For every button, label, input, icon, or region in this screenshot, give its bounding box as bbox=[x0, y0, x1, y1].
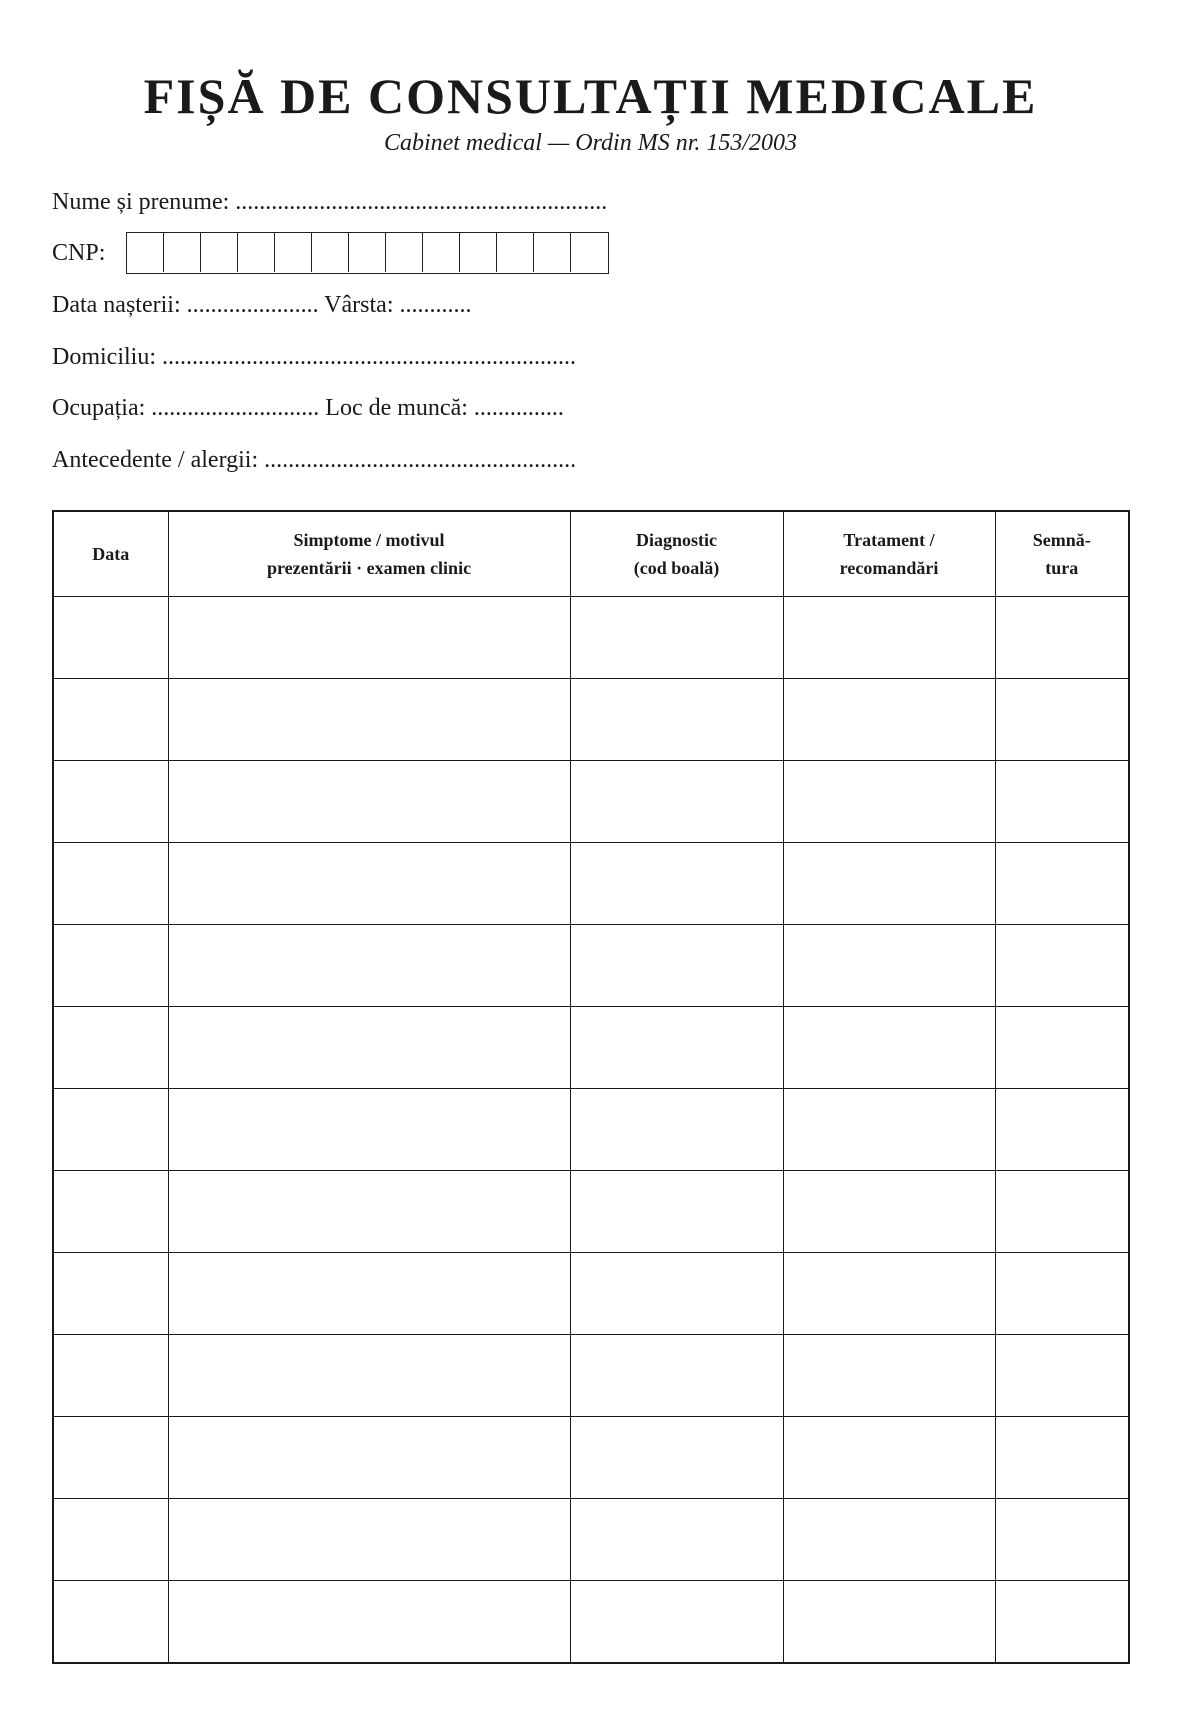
cell-date[interactable] bbox=[53, 1335, 168, 1417]
cell-symptoms[interactable] bbox=[168, 925, 570, 1007]
cell-date[interactable] bbox=[53, 925, 168, 1007]
cell-signature[interactable] bbox=[995, 1335, 1129, 1417]
cell-signature[interactable] bbox=[995, 679, 1129, 761]
cell-diagnosis[interactable] bbox=[570, 1417, 783, 1499]
table-row bbox=[53, 597, 1129, 679]
cell-date[interactable] bbox=[53, 1007, 168, 1089]
cell-date[interactable] bbox=[53, 1253, 168, 1335]
cell-signature[interactable] bbox=[995, 1171, 1129, 1253]
cell-treatment[interactable] bbox=[783, 1253, 995, 1335]
cell-symptoms[interactable] bbox=[168, 1499, 570, 1581]
table-row bbox=[53, 1089, 1129, 1171]
cell-date[interactable] bbox=[53, 1171, 168, 1253]
cnp-digit-box[interactable] bbox=[312, 233, 349, 272]
cell-treatment[interactable] bbox=[783, 679, 995, 761]
cell-signature[interactable] bbox=[995, 761, 1129, 843]
cell-symptoms[interactable] bbox=[168, 1089, 570, 1171]
cell-date[interactable] bbox=[53, 679, 168, 761]
table-row bbox=[53, 1253, 1129, 1335]
cell-signature[interactable] bbox=[995, 1253, 1129, 1335]
cell-signature[interactable] bbox=[995, 597, 1129, 679]
cell-treatment[interactable] bbox=[783, 761, 995, 843]
cnp-digit-box[interactable] bbox=[571, 233, 608, 272]
name-field[interactable]: Nume și prenume: .............................................................. bbox=[52, 189, 608, 215]
cell-treatment[interactable] bbox=[783, 1171, 995, 1253]
table-header-row bbox=[53, 511, 1129, 597]
table-row bbox=[53, 1335, 1129, 1417]
table-row bbox=[53, 679, 1129, 761]
cell-diagnosis[interactable] bbox=[570, 1007, 783, 1089]
cell-diagnosis[interactable] bbox=[570, 925, 783, 1007]
table-row bbox=[53, 1171, 1129, 1253]
table-row bbox=[53, 1499, 1129, 1581]
birthdate-age-field[interactable]: Data nașterii: ...................... Vârsta: ............ bbox=[52, 292, 472, 318]
cell-diagnosis[interactable] bbox=[570, 1581, 783, 1664]
column-header-date: Data bbox=[53, 511, 168, 597]
cell-diagnosis[interactable] bbox=[570, 1499, 783, 1581]
cell-signature[interactable] bbox=[995, 1007, 1129, 1089]
cell-symptoms[interactable] bbox=[168, 1581, 570, 1664]
cell-signature[interactable] bbox=[995, 1499, 1129, 1581]
cell-signature[interactable] bbox=[995, 1581, 1129, 1664]
table-row bbox=[53, 761, 1129, 843]
cell-symptoms[interactable] bbox=[168, 761, 570, 843]
cell-symptoms[interactable] bbox=[168, 1253, 570, 1335]
cell-treatment[interactable] bbox=[783, 925, 995, 1007]
cnp-digit-box[interactable] bbox=[534, 233, 571, 272]
cnp-digit-box[interactable] bbox=[349, 233, 386, 272]
column-header-treatment: Tratament / recomandări bbox=[783, 511, 995, 597]
cnp-digit-box[interactable] bbox=[460, 233, 497, 272]
cell-symptoms[interactable] bbox=[168, 1335, 570, 1417]
table-row bbox=[53, 925, 1129, 1007]
cnp-digit-box[interactable] bbox=[238, 233, 275, 272]
cell-diagnosis[interactable] bbox=[570, 843, 783, 925]
cnp-label: CNP: bbox=[52, 240, 106, 266]
cell-diagnosis[interactable] bbox=[570, 679, 783, 761]
history-allergies-field[interactable]: Antecedente / alergii: .................................................... bbox=[52, 447, 577, 473]
cell-symptoms[interactable] bbox=[168, 679, 570, 761]
cell-treatment[interactable] bbox=[783, 1335, 995, 1417]
cnp-digit-box[interactable] bbox=[386, 233, 423, 272]
cell-treatment[interactable] bbox=[783, 597, 995, 679]
column-header-signature: Semnă- tura bbox=[995, 511, 1129, 597]
cell-treatment[interactable] bbox=[783, 1581, 995, 1664]
cnp-digit-box[interactable] bbox=[275, 233, 312, 272]
cell-diagnosis[interactable] bbox=[570, 761, 783, 843]
cell-treatment[interactable] bbox=[783, 843, 995, 925]
form-title: FIȘĂ DE CONSULTAȚII MEDICALE bbox=[143, 68, 1038, 124]
cell-date[interactable] bbox=[53, 1499, 168, 1581]
cell-date[interactable] bbox=[53, 1581, 168, 1664]
cell-date[interactable] bbox=[53, 1089, 168, 1171]
cell-date[interactable] bbox=[53, 843, 168, 925]
table-row bbox=[53, 843, 1129, 925]
cell-diagnosis[interactable] bbox=[570, 1171, 783, 1253]
cell-date[interactable] bbox=[53, 761, 168, 843]
occupation-workplace-field[interactable]: Ocupația: ............................ Loc de muncă: ............... bbox=[52, 395, 564, 421]
cell-diagnosis[interactable] bbox=[570, 1335, 783, 1417]
cell-treatment[interactable] bbox=[783, 1499, 995, 1581]
cell-treatment[interactable] bbox=[783, 1089, 995, 1171]
cell-signature[interactable] bbox=[995, 925, 1129, 1007]
cell-signature[interactable] bbox=[995, 1089, 1129, 1171]
cell-diagnosis[interactable] bbox=[570, 1089, 783, 1171]
cell-symptoms[interactable] bbox=[168, 843, 570, 925]
cell-signature[interactable] bbox=[995, 1417, 1129, 1499]
cnp-digit-box[interactable] bbox=[423, 233, 460, 272]
form-subtitle: Cabinet medical — Ordin MS nr. 153/2003 bbox=[383, 130, 798, 156]
table-row bbox=[53, 1007, 1129, 1089]
cnp-input[interactable] bbox=[126, 232, 609, 274]
column-header-diagnosis: Diagnostic (cod boală) bbox=[570, 511, 783, 597]
cnp-digit-box[interactable] bbox=[201, 233, 238, 272]
column-header-symptoms: Simptome / motivul prezentării · examen clinic bbox=[168, 511, 570, 597]
address-field[interactable]: Domiciliu: ..................................................................... bbox=[52, 344, 576, 370]
cell-diagnosis[interactable] bbox=[570, 597, 783, 679]
cnp-digit-box[interactable] bbox=[164, 233, 201, 272]
cell-symptoms[interactable] bbox=[168, 1417, 570, 1499]
cell-symptoms[interactable] bbox=[168, 1007, 570, 1089]
cell-symptoms[interactable] bbox=[168, 597, 570, 679]
consultations-table bbox=[52, 510, 1130, 1664]
cnp-digit-box[interactable] bbox=[127, 233, 164, 272]
table-row bbox=[53, 1417, 1129, 1499]
cell-date[interactable] bbox=[53, 1417, 168, 1499]
cell-treatment[interactable] bbox=[783, 1007, 995, 1089]
table-row bbox=[53, 1581, 1129, 1664]
cnp-digit-box[interactable] bbox=[497, 233, 534, 272]
cell-symptoms[interactable] bbox=[168, 1171, 570, 1253]
cell-diagnosis[interactable] bbox=[570, 1253, 783, 1335]
cell-signature[interactable] bbox=[995, 843, 1129, 925]
cell-date[interactable] bbox=[53, 597, 168, 679]
cell-treatment[interactable] bbox=[783, 1417, 995, 1499]
